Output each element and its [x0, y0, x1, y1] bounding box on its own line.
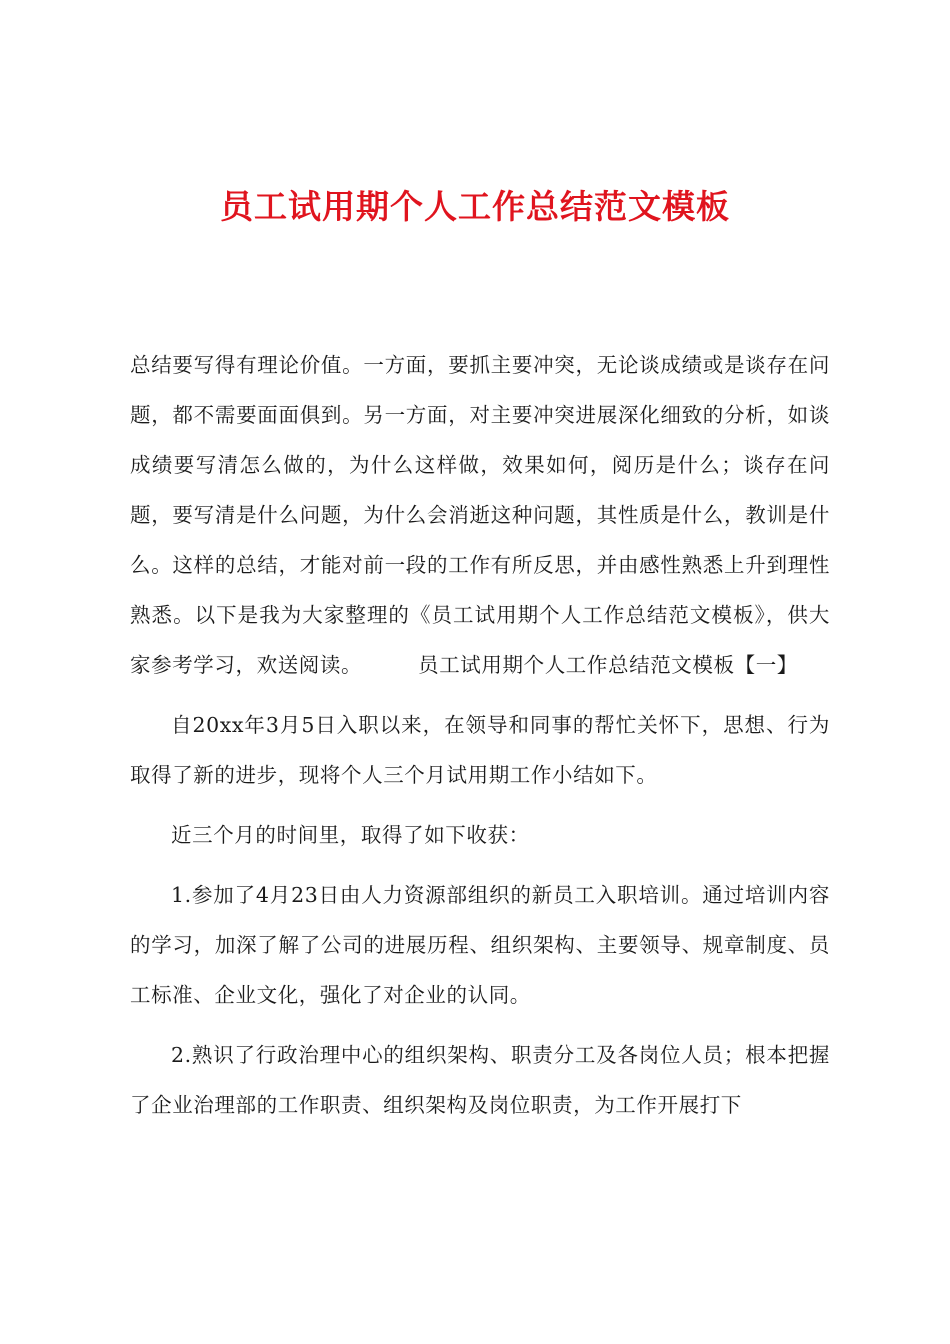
- intro-paragraph: [130, 340, 830, 690]
- document-title: 员工试用期个人工作总结范文模板: [220, 187, 730, 226]
- paragraph-3: 1.参加了4月23日由人力资源部组织的新员工入职培训。通过培训内容的学习，加深了解了公司的进展历程、组织架构、主要领导、规章制度、员工标准、企业文化，强化了对企业的认同。: [130, 883, 830, 1007]
- intro-text: 总结要写得有理论价值。一方面，要抓主要冲突，无论谈成绩或是谈存在问题，都不需要面面俱到。另一方面，对主要冲突进展深化细致的分析，如谈成绩要写清怎么做的，为什么这样做，效果如何，阅历是什么；谈存在问题，要写清是什么问题，为什么会消逝这种问题，其性质是什么，教训是什么。这样的总结，才能对前一段的工作有所反思，并由感性熟悉上升到理性熟悉。以下是我为大家整理的《员工试用期个人工作总结范文模板》，供大家参考学习，欢送阅读。: [130, 353, 830, 677]
- section-heading: 员工试用期个人工作总结范文模板【一】: [418, 653, 798, 677]
- document-body: [130, 340, 830, 1140]
- paragraph-2: 近三个月的时间里，取得了如下收获：: [171, 823, 530, 847]
- paragraph-1: 自20xx年3月5日入职以来，在领导和同事的帮忙关怀下，思想、行为取得了新的进步，现将个人三个月试用期工作小结如下。: [130, 713, 830, 787]
- paragraph-4: 2.熟识了行政治理中心的组织架构、职责分工及各岗位人员；根本把握了企业治理部的工作职责、组织架构及岗位职责，为工作开展打下: [130, 1043, 830, 1117]
